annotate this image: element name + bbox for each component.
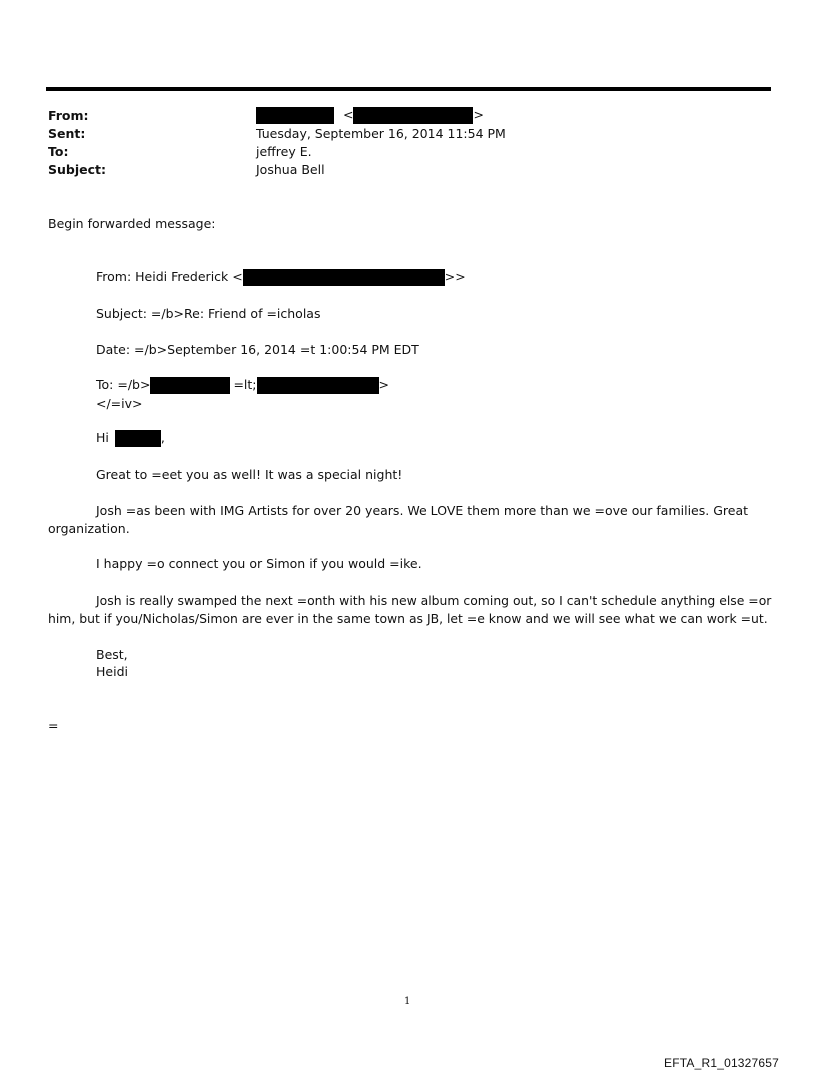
to-value: jeffrey E. bbox=[256, 144, 312, 159]
bates-number: EFTA_R1_01327657 bbox=[664, 1056, 780, 1070]
forward-intro: Begin forwarded message: bbox=[48, 216, 216, 231]
forwarded-from-suffix: >> bbox=[444, 269, 466, 284]
forwarded-to-line bbox=[96, 377, 389, 394]
page-number: 1 bbox=[404, 996, 411, 1007]
redaction-block bbox=[243, 269, 445, 286]
from-value bbox=[256, 107, 484, 124]
redaction-block bbox=[257, 377, 379, 394]
forwarded-to-text: To: =/b> bbox=[96, 377, 151, 392]
div-artifact-line: </=iv> bbox=[96, 396, 143, 411]
subject-label: Subject: bbox=[48, 162, 106, 177]
redaction-block bbox=[150, 377, 230, 394]
signature-line: Heidi bbox=[96, 664, 128, 679]
paragraph-4: Josh is really swamped the next =onth with his new album coming out, so I can't schedule anything else =or him, but if you/Nicholas/Simon are ever in the same town as JB, let =e know and we will see what we can work =ut. bbox=[48, 593, 772, 626]
forwarded-subject-line: Subject: =/b>Re: Friend of =icholas bbox=[96, 306, 321, 321]
paragraph-1: Great to =eet you as well! It was a special night! bbox=[96, 467, 403, 482]
forwarded-to-suffix: > bbox=[378, 377, 389, 392]
header-rule bbox=[46, 87, 771, 91]
forwarded-from-text: From: Heidi Frederick < bbox=[96, 269, 243, 284]
closing-line: Best, bbox=[96, 647, 128, 662]
subject-value: Joshua Bell bbox=[256, 162, 325, 177]
from-close-bracket: > bbox=[473, 107, 484, 122]
paragraph-3: I happy =o connect you or Simon if you would =ike. bbox=[96, 556, 422, 571]
greeting-text: Hi bbox=[96, 430, 109, 445]
paragraph-2: Josh =as been with IMG Artists for over 20 years. We LOVE them more than we =ove our families. Great organization. bbox=[48, 503, 749, 536]
to-label: To: bbox=[48, 144, 69, 159]
forwarded-date-line: Date: =/b>September 16, 2014 =t 1:00:54 PM EDT bbox=[96, 342, 419, 357]
trailing-equals: = bbox=[48, 718, 59, 733]
from-label: From: bbox=[48, 108, 89, 123]
from-open-bracket: < bbox=[342, 107, 354, 122]
greeting-comma: , bbox=[160, 430, 165, 445]
sent-label: Sent: bbox=[48, 126, 86, 141]
greeting-line bbox=[96, 430, 165, 447]
redaction-block bbox=[115, 430, 161, 447]
forwarded-to-mid: =lt; bbox=[233, 377, 257, 392]
redaction-block bbox=[353, 107, 473, 124]
redaction-block bbox=[256, 107, 334, 124]
forwarded-from-line bbox=[96, 269, 466, 286]
sent-value: Tuesday, September 16, 2014 11:54 PM bbox=[256, 126, 506, 141]
